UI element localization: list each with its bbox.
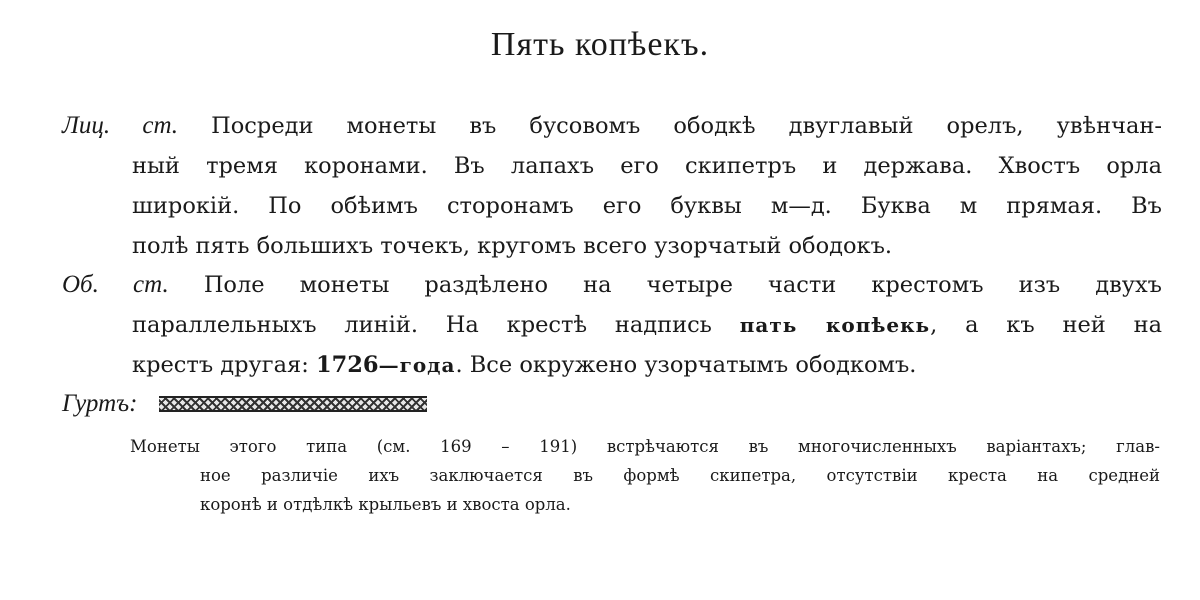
note-line-2: ное различіе ихъ заключается въ формѣ скипетра, отсутствіи креста на средней bbox=[200, 466, 1160, 485]
obverse-line-3: широкій. По обѣимъ сторонамъ его буквы м—д. Буква м прямая. Въ bbox=[132, 193, 1162, 219]
obverse-label: Лиц. ст. bbox=[62, 112, 179, 139]
inscription-text: пать копѣекь bbox=[739, 313, 931, 337]
reverse-text-2b: , а къ ней на bbox=[930, 312, 1162, 338]
obverse-text-1: Посреди монеты въ бусовомъ ободкѣ двуглавый орелъ, увѣнчан- bbox=[211, 113, 1162, 139]
edge-description bbox=[62, 384, 427, 424]
reverse-line-2 bbox=[62, 305, 1162, 345]
page-title: Пять копѣекъ. bbox=[490, 26, 710, 63]
edge-label: Гуртъ: bbox=[62, 390, 138, 417]
obverse-description bbox=[62, 106, 1162, 266]
obverse-line-2: ный тремя коронами. Въ лапахъ его скипетръ и держава. Хвостъ орла bbox=[132, 153, 1162, 179]
footnote bbox=[130, 432, 1160, 519]
obverse-line-1 bbox=[62, 106, 1162, 146]
reverse-text-3a: крестъ другая: bbox=[132, 352, 316, 378]
edge-pattern-image bbox=[159, 396, 427, 412]
reverse-line-3 bbox=[62, 345, 1162, 385]
year-text: 1726 bbox=[315, 352, 379, 378]
year-word: —года bbox=[378, 353, 456, 377]
reverse-description bbox=[62, 265, 1162, 385]
reverse-text-3b: . Все окружено узорчатымъ ободкомъ. bbox=[455, 352, 917, 378]
obverse-line-4: полѣ пять большихъ точекъ, кругомъ всего узорчатый ободокъ. bbox=[132, 233, 893, 259]
reverse-text-1: Поле монеты раздѣлено на четыре части крестомъ изъ двухъ bbox=[203, 272, 1162, 298]
note-line-1: Монеты этого типа (см. 169 – 191) встрѣчаются въ многочисленныхъ варіантахъ; глав- bbox=[130, 437, 1160, 456]
note-line-3: коронѣ и отдѣлкѣ крыльевъ и хвоста орла. bbox=[200, 495, 571, 514]
reverse-label: Об. ст. bbox=[62, 271, 169, 298]
reverse-text-2a: параллельныхъ линій. На крестѣ надпись bbox=[132, 312, 740, 338]
reverse-line-1 bbox=[62, 265, 1162, 305]
